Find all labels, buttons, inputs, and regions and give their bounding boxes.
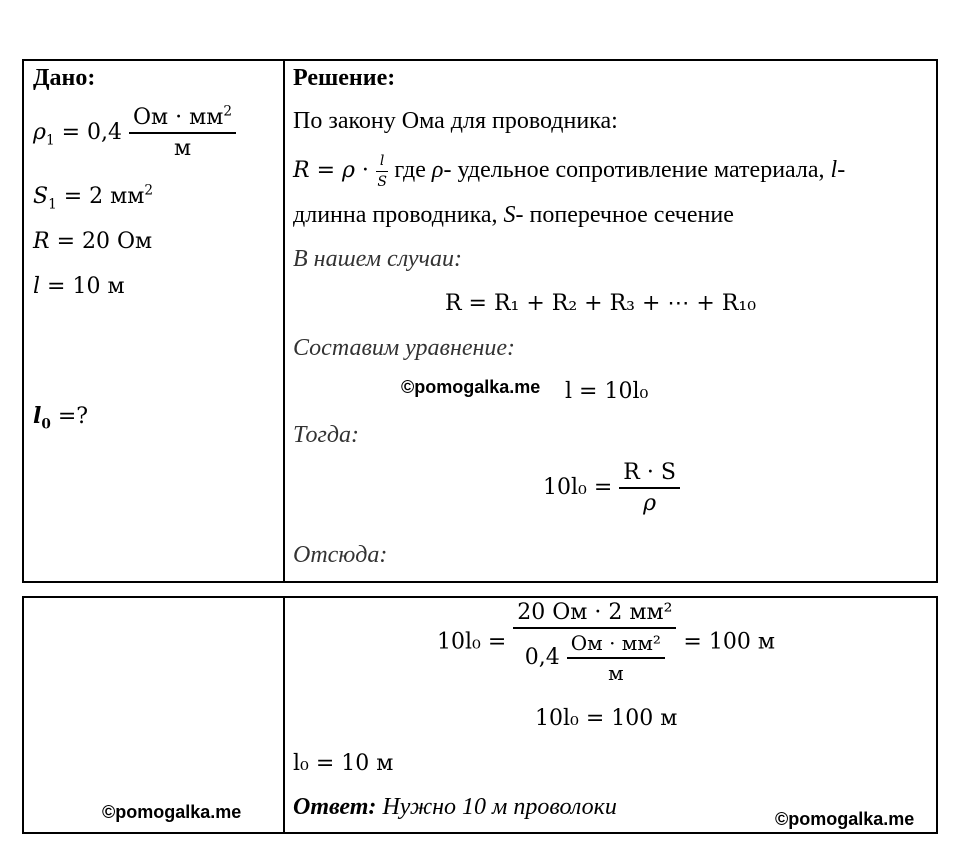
- solution-column: [285, 61, 936, 581]
- hence-label: Отсюда:: [293, 542, 388, 568]
- empty-given-column: [24, 598, 285, 832]
- length-fraction-equation: 10l₀ = $\frac{R \cdot S}{\rho}$: [543, 460, 680, 516]
- ohm-law-line: По закону Ома для проводника:: [293, 108, 618, 134]
- result-equation: 10l₀ = 100 м: [535, 706, 678, 731]
- given-column: [24, 61, 285, 581]
- then-label: Тогда:: [293, 422, 359, 448]
- definition-line: длинна проводника, S- поперечное сечение: [293, 202, 734, 228]
- solution-table-top: [22, 59, 938, 583]
- watermark-mid: ©pomogalka.me: [401, 377, 541, 397]
- solution-table-bottom: [22, 596, 938, 834]
- solution-title: Решение:: [293, 65, 396, 91]
- answer-line: Ответ: Нужно 10 м проволоки: [293, 794, 617, 820]
- sum-equation: R = R₁ + R₂ + R₃ + ⋯ + R₁₀: [445, 291, 757, 316]
- given-rho: $\rho_1 = 0,4$ $\frac{Ом \cdot мм^2}{м}$: [33, 105, 236, 161]
- l-over-s-fraction: $\frac{l}{S}$: [377, 153, 387, 190]
- watermark-bottom-left: ©pomogalka.me: [102, 802, 242, 822]
- compose-label: Составим уравнение:: [293, 335, 516, 361]
- given-s: $S_1 = 2$ $мм^2$: [33, 182, 154, 213]
- calculation-column: [285, 598, 936, 832]
- rho-unit-fraction: $\frac{Ом \cdot мм^2}{м}$: [129, 105, 236, 161]
- case-label: В нашем случаи:: [293, 246, 462, 272]
- given-find: $l_0$ =?: [33, 403, 89, 433]
- watermark-bottom-right: ©pomogalka.me: [775, 809, 915, 829]
- length-equation: l = 10l₀: [565, 379, 649, 404]
- given-l: l = 10 м: [33, 274, 125, 299]
- final-calculation: 10l₀ = 20 Ом · 2 мм² 0,4 $\frac{\text{Ом · мм²}}{м}$ = 100 м: [437, 600, 775, 685]
- given-r: R = 20 Ом: [33, 229, 153, 254]
- l0-result: l₀ = 10 м: [293, 751, 394, 776]
- given-title: Дано:: [33, 65, 96, 91]
- resistance-formula-line: R = ρ · $\frac{l}{S}$ где ρ- удельное сопротивление материала, l-: [293, 153, 846, 190]
